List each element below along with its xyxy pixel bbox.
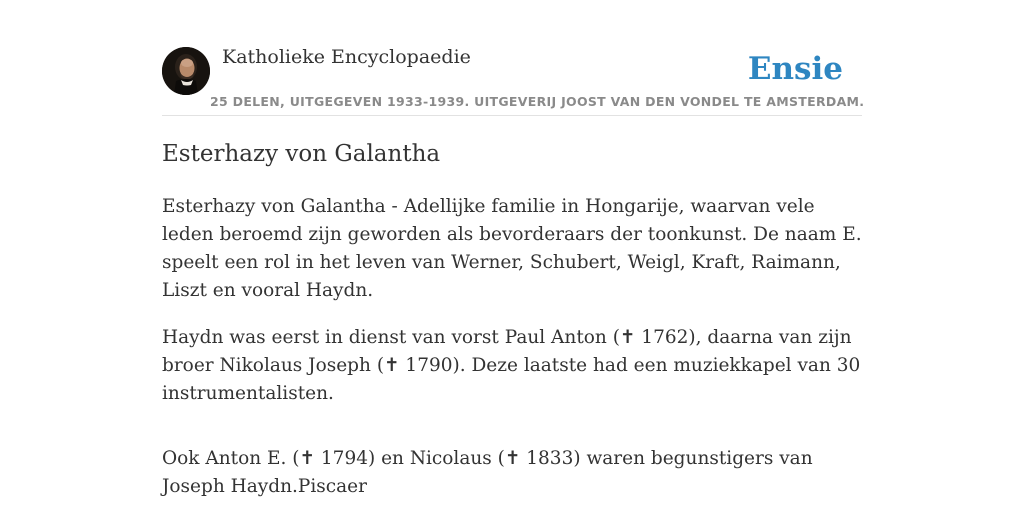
article-body (162, 193, 862, 512)
site-title[interactable]: Katholieke Encyclopaedie (222, 46, 471, 68)
site-subtitle: 25 DELEN, UITGEGEVEN 1933-1939. UITGEVERIJ JOOST VAN DEN VONDEL TE AMSTERDAM. (210, 94, 865, 109)
article-title: Esterhazy von Galantha (162, 141, 441, 167)
page (162, 0, 865, 512)
brand-logo[interactable]: Ensie (747, 51, 843, 87)
portrait-icon[interactable] (162, 47, 210, 95)
article-paragraph: Esterhazy von Galantha - Adellijke familie in Hongarije, waarvan vele leden beroemd zijn geworden als bevorderaars der toonkunst. De naam E. speelt een rol in het leven van Werner, Schubert, Weigl, Kraft, Raimann, Liszt en vooral Haydn. (162, 196, 862, 301)
article-paragraph: Haydn was eerst in dienst van vorst Paul Anton (✝ 1762), daarna van zijn broer Nikolaus Joseph (✝ 1790). Deze laatste had een muziekkapel van 30 instrumentalisten. (162, 327, 861, 404)
article-paragraph: Ook Anton E. (✝ 1794) en Nicolaus (✝ 1833) waren begunstigers van Joseph Haydn.Piscaer (162, 448, 813, 497)
header (162, 0, 865, 116)
